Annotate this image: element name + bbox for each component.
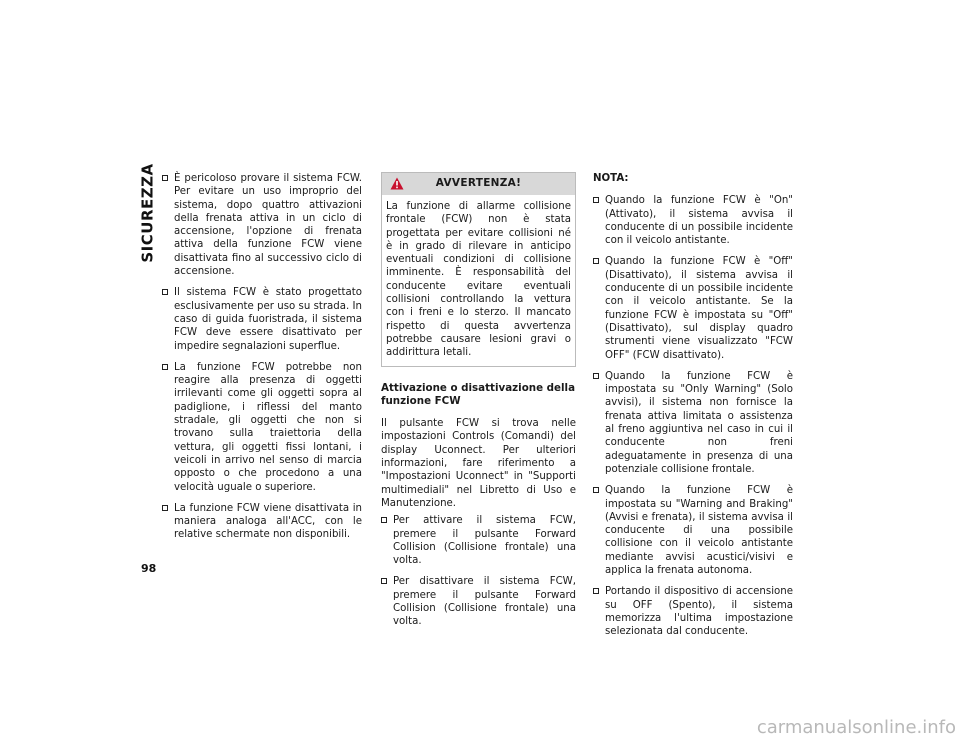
- list-item: La funzione FCW viene disattivata in maniera analoga all'ACC, con le relative schermate non disponibili.: [162, 502, 362, 542]
- page-number: 98: [141, 562, 157, 575]
- paragraph: Il pulsante FCW si trova nelle impostazioni Controls (Comandi) del display Uconnect. Per ulteriori informazioni, fare riferimento a "Impostazioni Uconnect" in "Supporti multimediali" nel Libretto di Uso e Manutenzione.: [381, 418, 576, 509]
- column-1: [162, 172, 362, 550]
- list-item: Portando il dispositivo di accensione su OFF (Spento), il sistema memorizza l'ultima impostazione selezionata dal conducente.: [593, 585, 793, 638]
- section-heading: Attivazione o disattivazione della funzione FCW: [381, 381, 576, 407]
- list-item: Quando la funzione FCW è "On" (Attivato), il sistema avvisa il conducente di un possibile incidente con il veicolo antistante.: [593, 194, 793, 247]
- bullet-list: [381, 514, 576, 628]
- column-2: [381, 172, 576, 637]
- list-item: Per disattivare il sistema FCW, premere il pulsante Forward Collision (Collisione frontale) una volta.: [381, 575, 576, 628]
- column-3: [593, 172, 793, 647]
- list-item: Quando la funzione FCW è impostata su "Only Warning" (Solo avvisi), il sistema non fornisce la frenata attiva limitata o assistenza al freno aggiuntiva nel caso in cui il conducente non freni adeguatamente in presenza di una potenziale collisione frontale.: [593, 370, 793, 476]
- bullet-list: [593, 194, 793, 638]
- list-item: È pericoloso provare il sistema FCW. Per evitare un uso improprio del sistema, dopo quattro attivazioni della frenata attiva in un ciclo di accensione, l'opzione di frenata attiva della funzione FCW viene disattivata fino al successivo ciclo di accensione.: [162, 172, 362, 278]
- warning-title: AVVERTENZA!: [435, 177, 522, 190]
- list-item: Quando la funzione FCW è impostata su "Warning and Braking" (Avvisi e frenata), il sistema avvisa il conducente di una possibile collisione con il veicolo antistante mediante avvisi acustici/visivi e applica la frenata autonoma.: [593, 484, 793, 577]
- list-item: Quando la funzione FCW è "Off" (Disattivato), il sistema avvisa il conducente di un possibile incidente con il veicolo antistante. Se la funzione FCW è impostata su "Off" (Disattivato), sul display quadro strumenti viene visualizzato "FCW OFF" (FCW disattivato).: [593, 255, 793, 361]
- section-tab: [139, 163, 158, 263]
- warning-body: La funzione di allarme collisione frontale (FCW) non è stata progettata per evitare collisioni né è in grado di rilevare in anticipo eventuali condizioni di collisione imminente. È responsabilità del conducente evitare eventuali collisioni controllando la vettura con i freni e lo sterzo. Il mancato rispetto di questa avvertenza potrebbe causare lesioni gravi o addirittura letali.: [386, 201, 571, 359]
- note-heading: NOTA:: [593, 173, 629, 184]
- bullet-list: [162, 172, 362, 542]
- list-item: Per attivare il sistema FCW, premere il pulsante Forward Collision (Collisione frontale) una volta.: [381, 514, 576, 567]
- warning-header: [382, 173, 575, 195]
- section-tab-label: SICUREZZA: [139, 163, 158, 263]
- warning-triangle-icon: [390, 177, 404, 190]
- footer-watermark: carmanualsonline.info: [756, 717, 956, 738]
- list-item: La funzione FCW potrebbe non reagire alla presenza di oggetti irrilevanti come gli oggetti sopra al padiglione, i riflessi del manto stradale, gli oggetti che non si trovano sulla traiettoria della vettura, gli oggetti fissi lontani, i veicoli in arrivo nel senso di marcia opposto o che procedono a una velocità uguale o superiore.: [162, 361, 362, 494]
- warning-box: [381, 172, 576, 367]
- list-item: Il sistema FCW è stato progettato esclusivamente per uso su strada. In caso di guida fuoristrada, il sistema FCW deve essere disattivato per impedire segnalazioni superflue.: [162, 286, 362, 352]
